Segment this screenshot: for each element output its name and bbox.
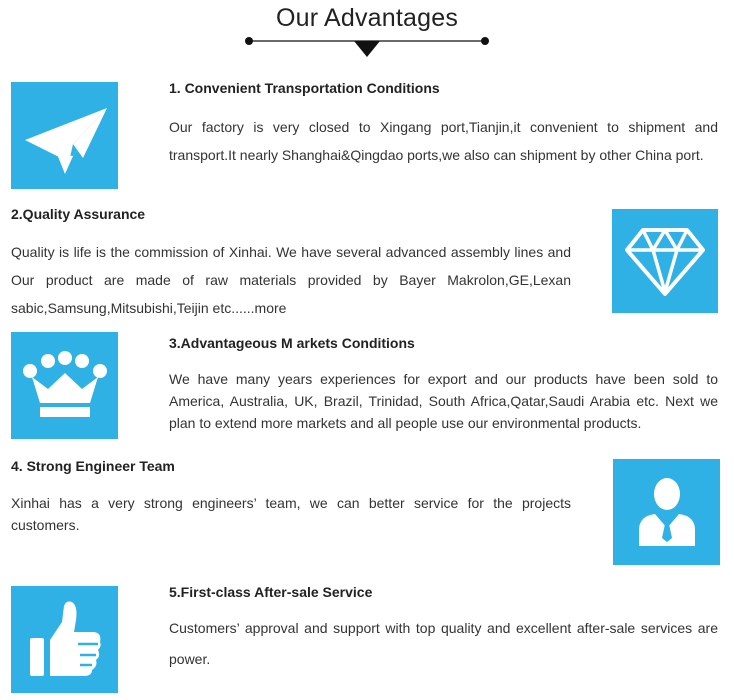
section-4-text: Xinhai has a very strong engineers’ team, we can better service for the projects customers. — [11, 495, 571, 533]
engineer-icon — [637, 476, 697, 548]
thumbs-up-icon — [28, 600, 102, 680]
section-2-heading: 2.Quality Assurance — [11, 206, 146, 222]
service-tile — [11, 586, 118, 693]
engineer-tile — [613, 459, 720, 565]
section-3-text: We have many years experiences for export and our products have been sold to America, Australia, UK, Brazil, Trinidad, South Africa,Qatar,Saudi Arabia etc. Next we plan to extend more markets and all people use our environmental products. — [169, 371, 718, 431]
crown-icon — [22, 351, 108, 421]
title-divider — [244, 36, 490, 58]
section-5-heading: 5.First-class After-sale Service — [169, 584, 373, 600]
paper-plane-icon — [21, 96, 109, 176]
markets-tile — [11, 332, 118, 439]
quality-tile — [612, 209, 718, 313]
diamond-icon — [625, 226, 705, 296]
page-title: Our Advantages — [275, 4, 459, 32]
section-4-heading: 4. Strong Engineer Team — [11, 458, 175, 474]
section-1-heading: 1. Convenient Transportation Conditions — [169, 80, 440, 96]
transport-tile — [11, 82, 118, 189]
section-2-text: Quality is life is the commission of Xinhai. We have several advanced assembly lines and Our product are made of raw materials provided by Bayer Makrolon,GE,Lexan sabic,Samsung,Mitsubishi,Teijin etc......more — [11, 244, 571, 316]
section-5-text: Customers’ approval and support with top quality and excellent after-sale services are power. — [169, 620, 718, 667]
section-1-text: Our factory is very closed to Xingang port,Tianjin,it convenient to shipment and transport.It nearly Shanghai&Qingdao ports,we also can shipment by other China port. — [169, 119, 718, 163]
section-3-heading: 3.Advantageous M arkets Conditions — [169, 335, 415, 351]
